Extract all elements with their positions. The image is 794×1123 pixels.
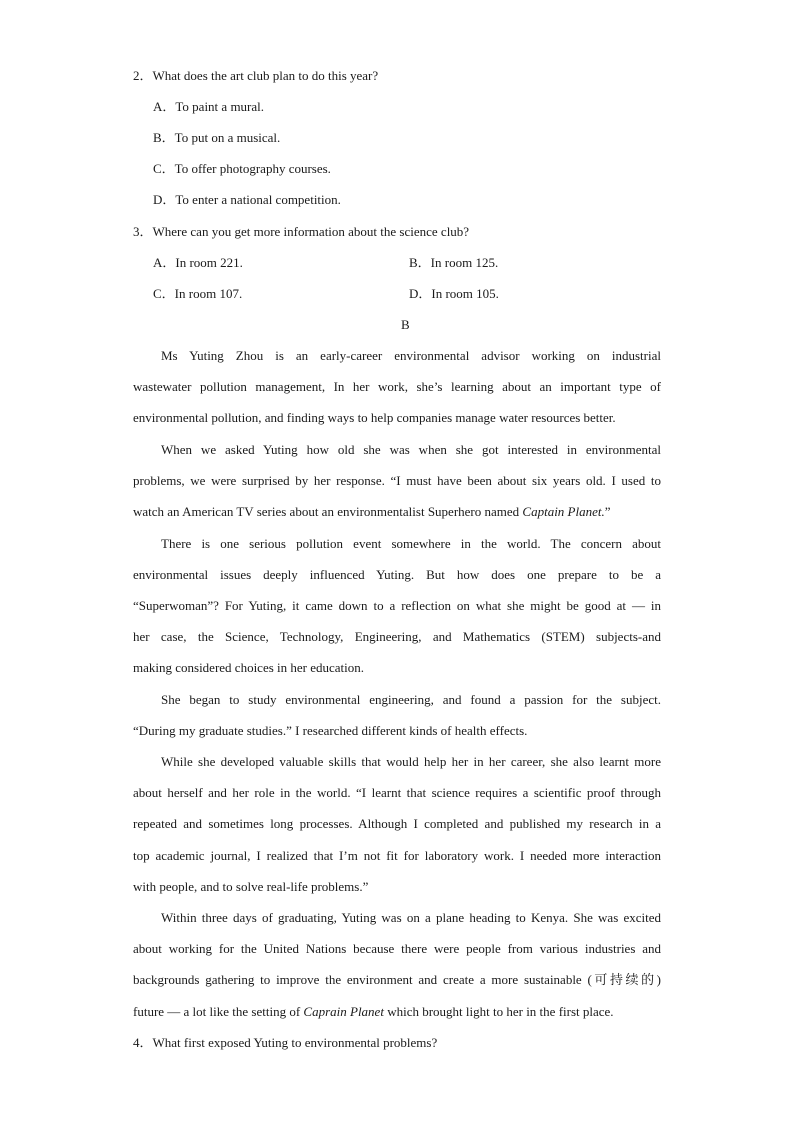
passage-line: While she developed valuable skills that would help her in her career, she also learnt more <box>161 754 661 769</box>
passage-text: future — a lot like the setting of <box>133 1004 304 1019</box>
option-3c[interactable] <box>153 286 242 302</box>
option-text: In room 107. <box>174 286 243 301</box>
passage-line: about working for the United Nations because there were people from various industries and <box>133 941 661 956</box>
option-3d[interactable] <box>409 286 499 302</box>
passage-line: “Superwoman”? For Yuting, it came down to a reflection on what she might be good at — in <box>133 598 661 613</box>
option-letter: D． <box>409 286 432 301</box>
option-letter: B． <box>153 130 175 145</box>
passage-line: about herself and her role in the world. “I learnt that science requires a scientific proof through <box>133 785 661 800</box>
passage-line: her case, the Science, Technology, Engineering, and Mathematics (STEM) subjects-and <box>133 629 661 644</box>
section-label: B <box>401 317 410 332</box>
option-letter: A． <box>153 99 176 114</box>
passage-line: environmental pollution, and finding ways to help companies manage water resources better. <box>133 410 616 425</box>
passage-line: problems, we were surprised by her response. “I must have been about six years old. I used to <box>133 473 661 488</box>
tv-series-title: Caprain Planet <box>303 1004 384 1019</box>
passage-line: There is one serious pollution event somewhere in the world. The concern about <box>161 536 661 551</box>
option-letter: D． <box>153 192 176 207</box>
question-text: What does the art club plan to do this year? <box>152 68 379 83</box>
passage-line <box>133 1004 614 1020</box>
question-4 <box>133 1035 437 1051</box>
option-letter: A． <box>153 255 176 270</box>
option-letter: C． <box>153 286 175 301</box>
passage-line: wastewater pollution management, In her work, she’s learning about an important type of <box>133 379 661 394</box>
passage-line: with people, and to solve real-life problems.” <box>133 879 369 894</box>
question-text: Where can you get more information about the science club? <box>152 224 470 239</box>
option-3b[interactable] <box>409 255 498 271</box>
question-number: 4． <box>133 1035 153 1050</box>
option-text: In room 125. <box>430 255 499 270</box>
passage-line: top academic journal, I realized that I’m not fit for laboratory work. I needed more interaction <box>133 848 661 863</box>
question-3 <box>133 224 469 240</box>
passage-line: making considered choices in her education. <box>133 660 365 675</box>
option-2a[interactable] <box>153 99 264 115</box>
option-2b[interactable] <box>153 130 280 146</box>
closing-quote: ” <box>604 504 611 519</box>
passage-line: When we asked Yuting how old she was when she got interested in environmental <box>161 442 661 457</box>
question-text: What first exposed Yuting to environmental problems? <box>152 1035 438 1050</box>
passage-line <box>133 504 611 520</box>
question-number: 3． <box>133 224 153 239</box>
option-text: To paint a mural. <box>175 99 265 114</box>
passage-line: backgrounds gathering to improve the environment and create a more sustainable (可持续的) <box>133 972 661 987</box>
passage-line: environmental issues deeply influenced Yuting. But how does one prepare to be a <box>133 567 661 582</box>
passage-text: watch an American TV series about an environmentalist Superhero named <box>133 504 523 519</box>
option-3a[interactable] <box>153 255 243 271</box>
passage-line: repeated and sometimes long processes. Although I completed and published my research in a <box>133 816 661 831</box>
passage-line: Within three days of graduating, Yuting was on a plane heading to Kenya. She was excited <box>161 910 661 925</box>
option-text: To enter a national competition. <box>175 192 341 207</box>
passage-text: which brought light to her in the first place. <box>383 1004 614 1019</box>
option-text: To offer photography courses. <box>174 161 331 176</box>
question-2 <box>133 68 378 84</box>
passage-line: She began to study environmental engineering, and found a passion for the subject. <box>161 692 661 707</box>
option-letter: B． <box>409 255 431 270</box>
question-number: 2． <box>133 68 153 83</box>
option-2d[interactable] <box>153 192 341 208</box>
tv-series-title: Captain Planet. <box>522 504 605 519</box>
passage-line: Ms Yuting Zhou is an early-career environmental advisor working on industrial <box>161 348 661 363</box>
option-letter: C． <box>153 161 175 176</box>
option-text: In room 221. <box>175 255 243 270</box>
option-text: To put on a musical. <box>174 130 281 145</box>
passage-line: “During my graduate studies.” I researched different kinds of health effects. <box>133 723 528 738</box>
option-text: In room 105. <box>431 286 499 301</box>
option-2c[interactable] <box>153 161 331 177</box>
